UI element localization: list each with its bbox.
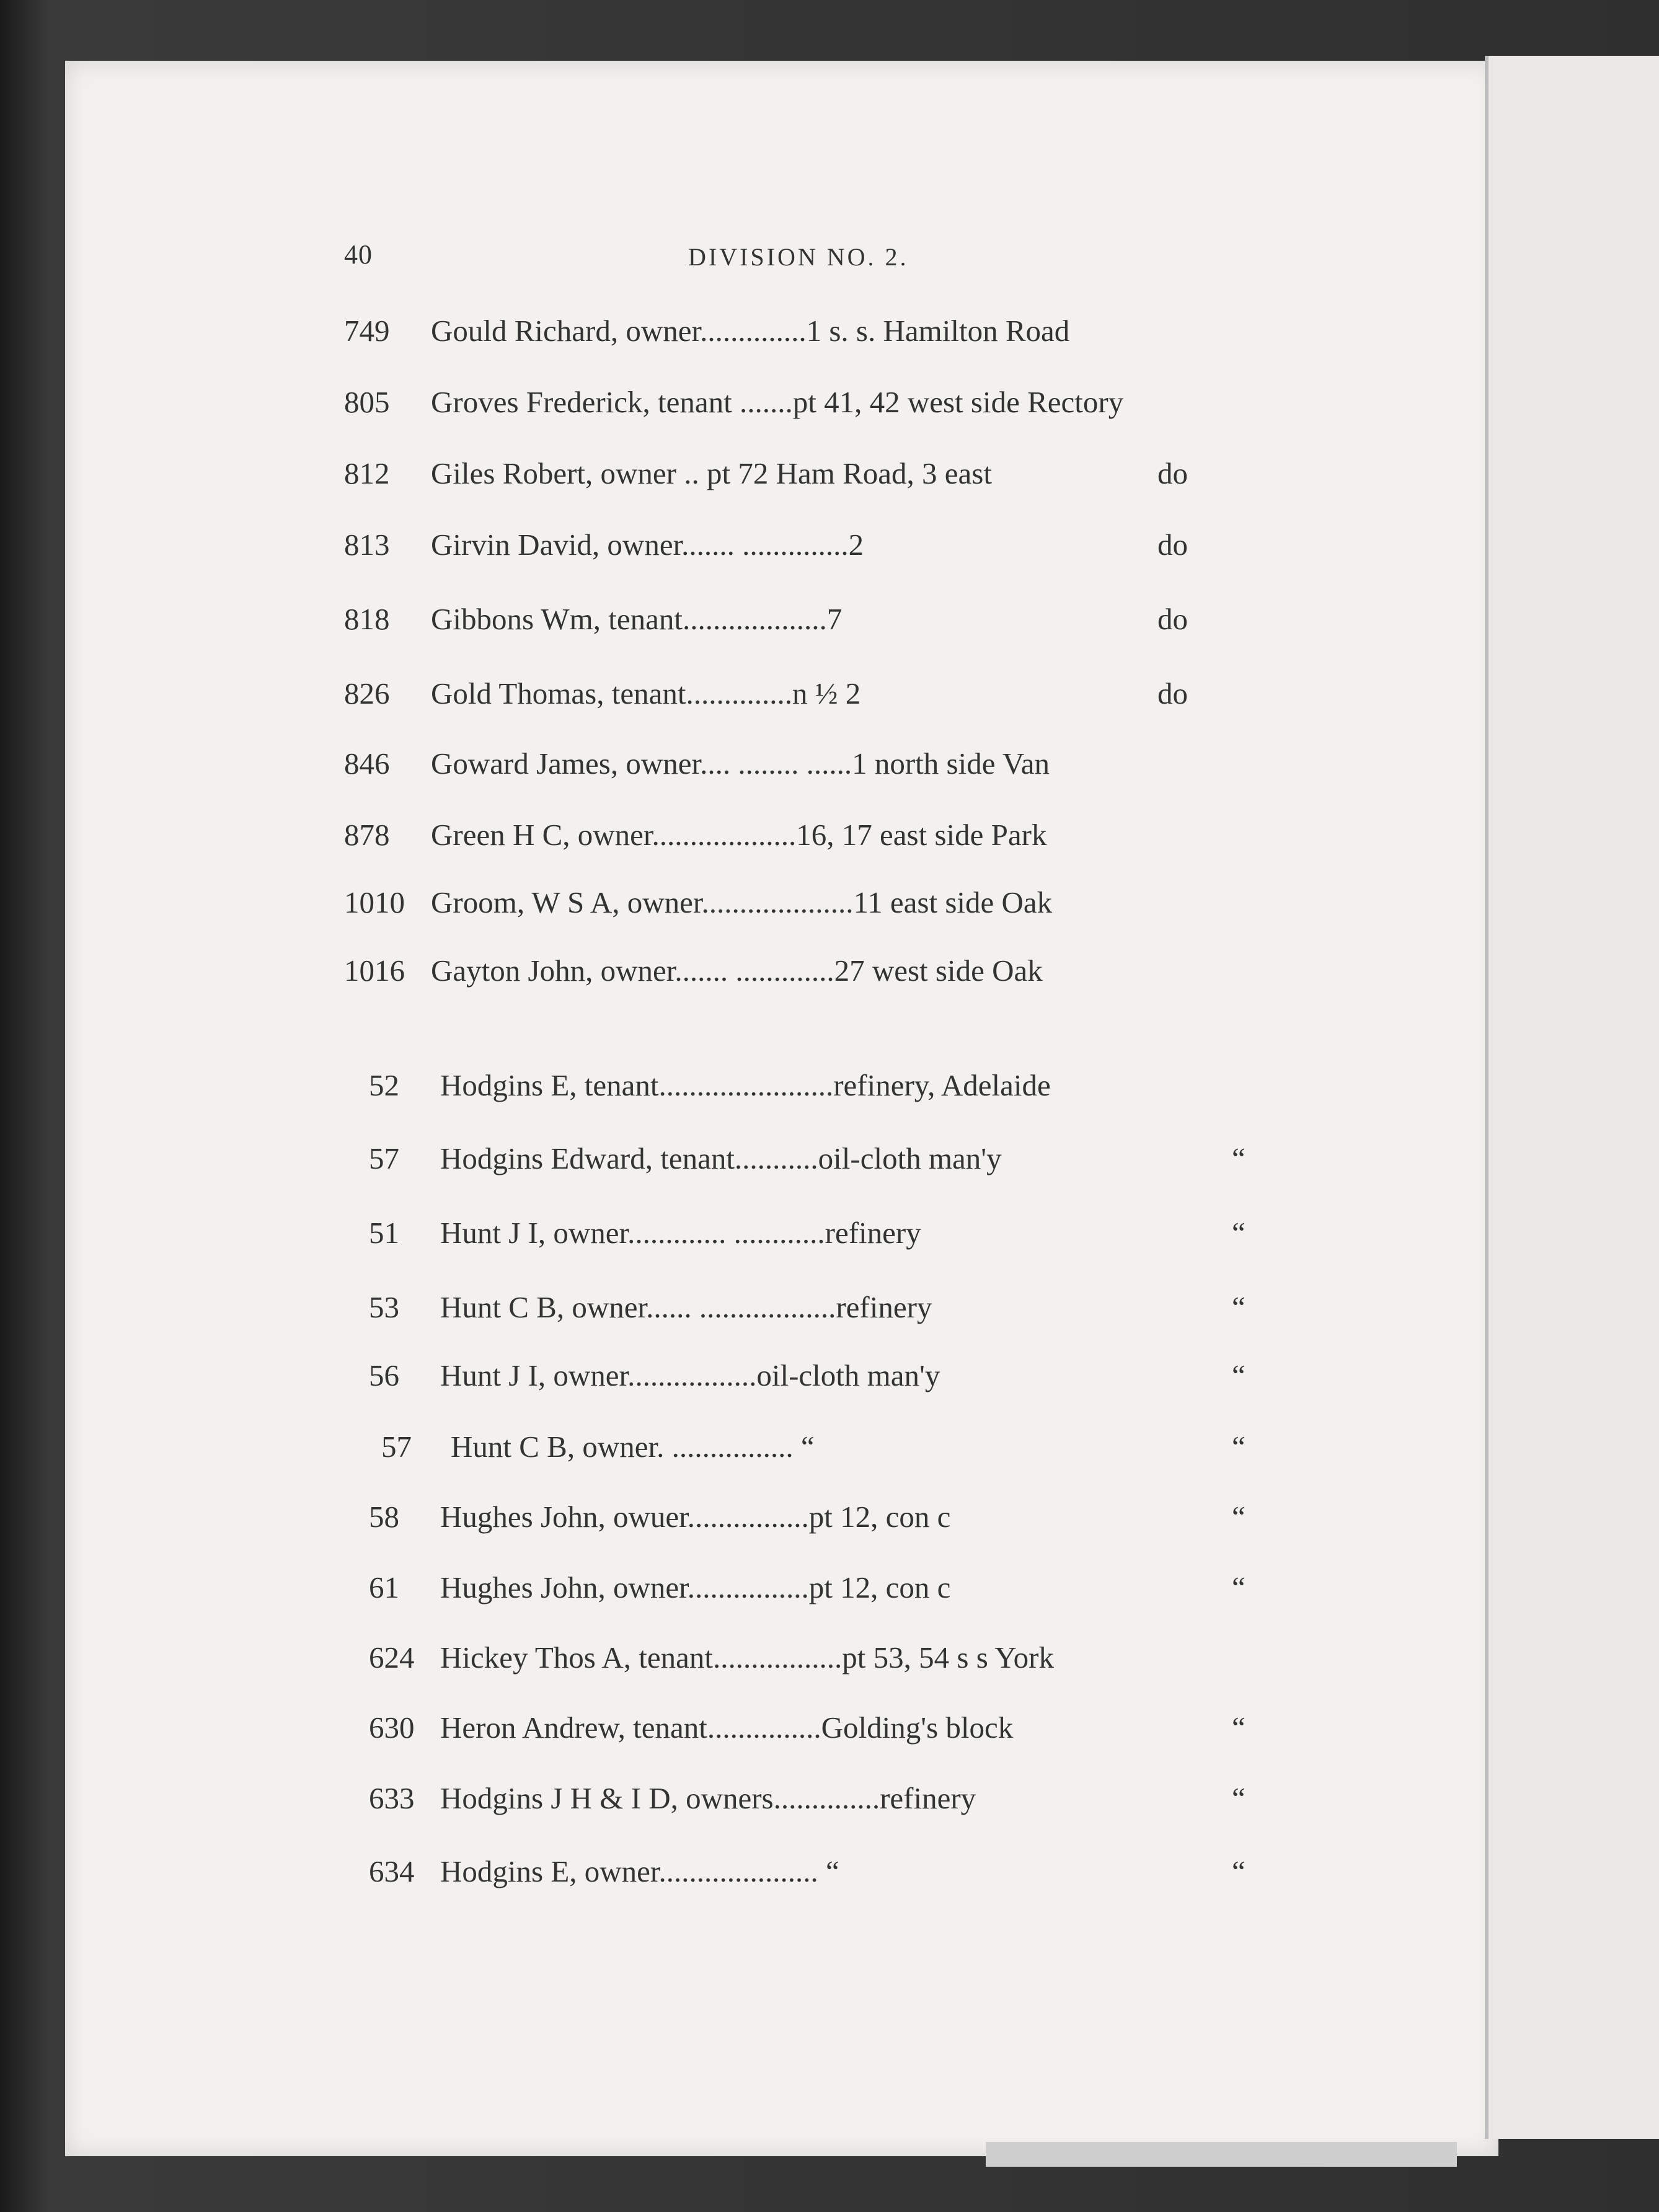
ditto-mark: “ — [1232, 1781, 1245, 1815]
list-item — [344, 1141, 1324, 1180]
lot-number: 813 — [344, 528, 390, 562]
ditto-mark: “ — [1232, 1290, 1245, 1324]
page-number: 40 — [344, 239, 373, 270]
ditto-mark: “ — [1232, 1216, 1245, 1250]
lot-number: 57 — [381, 1430, 412, 1464]
list-item — [344, 817, 1324, 857]
list-item — [344, 885, 1324, 924]
list-item — [344, 384, 1324, 424]
entry-text: Hodgins E, owner..................... “ — [440, 1854, 839, 1888]
lot-number: 634 — [369, 1854, 415, 1888]
ditto-mark: “ — [1232, 1570, 1245, 1604]
list-item — [344, 1570, 1324, 1609]
list-item — [344, 1854, 1324, 1893]
list-item — [344, 1499, 1324, 1539]
entry-text: Hughes John, owner................pt 12, con c — [440, 1570, 951, 1604]
entry-text: Hughes John, owuer................pt 12, con c — [440, 1500, 951, 1534]
lot-number: 624 — [369, 1640, 415, 1674]
list-item — [344, 1429, 1324, 1469]
entry-text: Gibbons Wm, tenant...................7 — [431, 602, 843, 636]
entry-text: Hunt C B, owner. ................ “ — [451, 1430, 815, 1464]
ditto-mark: “ — [1232, 1710, 1245, 1745]
ditto-mark: “ — [1232, 1500, 1245, 1534]
lot-number: 61 — [369, 1570, 399, 1604]
lot-number: 1016 — [344, 953, 405, 988]
lot-number: 812 — [344, 456, 390, 490]
list-item — [344, 953, 1324, 993]
list-item — [344, 1068, 1324, 1107]
entry-text: Giles Robert, owner .. pt 72 Ham Road, 3 east — [431, 456, 992, 490]
ditto-mark: do — [1157, 456, 1188, 490]
lot-number: 57 — [369, 1141, 399, 1175]
lot-number: 805 — [344, 385, 390, 419]
lot-number: 51 — [369, 1216, 399, 1250]
entry-text: Hodgins E, tenant.......................refinery, Adelaide — [440, 1068, 1051, 1102]
entry-text: Gould Richard, owner..............1 s. s. Hamilton Road — [431, 314, 1070, 348]
ditto-mark: do — [1157, 676, 1188, 710]
list-item — [344, 527, 1324, 567]
ditto-mark: “ — [1232, 1854, 1245, 1888]
list-item — [344, 1290, 1324, 1329]
list-item — [344, 1358, 1324, 1397]
running-title: DIVISION NO. 2. — [688, 243, 909, 271]
lot-number: 749 — [344, 314, 390, 348]
ditto-mark: do — [1157, 528, 1188, 562]
entry-text: Groves Frederick, tenant .......pt 41, 42 west side Rectory — [431, 385, 1124, 419]
list-item — [344, 1215, 1324, 1255]
lot-number: 633 — [369, 1781, 415, 1815]
entry-text: Green H C, owner...................16, 17 east side Park — [431, 818, 1047, 852]
list-item — [344, 676, 1324, 715]
ditto-mark: “ — [1232, 1358, 1245, 1392]
lot-number: 56 — [369, 1358, 399, 1392]
ditto-mark: do — [1157, 602, 1188, 636]
lot-number: 52 — [369, 1068, 399, 1102]
ditto-mark: “ — [1232, 1141, 1245, 1175]
entry-text: Hodgins Edward, tenant...........oil-cloth man'y — [440, 1141, 1002, 1175]
list-item — [344, 1710, 1324, 1750]
entry-text: Gayton John, owner....... .............27 west side Oak — [431, 953, 1043, 988]
entry-text: Girvin David, owner....... ..............2 — [431, 528, 864, 562]
entry-text: Hunt C B, owner...... ..................refinery — [440, 1290, 932, 1324]
ditto-mark: “ — [1232, 1430, 1245, 1464]
list-item — [344, 1781, 1324, 1820]
lot-number: 818 — [344, 602, 390, 636]
lot-number: 846 — [344, 746, 390, 781]
entry-text: Heron Andrew, tenant...............Golding's block — [440, 1710, 1014, 1745]
entry-text: Gold Thomas, tenant..............n ½ 2 — [431, 676, 861, 710]
list-item — [344, 456, 1324, 495]
lot-number: 58 — [369, 1500, 399, 1534]
lot-number: 53 — [369, 1290, 399, 1324]
entry-text: Hickey Thos A, tenant.................pt 53, 54 s s York — [440, 1640, 1055, 1674]
entry-text: Hunt J I, owner.................oil-cloth man'y — [440, 1358, 940, 1392]
lot-number: 1010 — [344, 885, 405, 919]
entry-text: Hunt J I, owner............. ............refinery — [440, 1216, 921, 1250]
list-item — [344, 313, 1324, 353]
list-item — [344, 746, 1324, 785]
lot-number: 878 — [344, 818, 390, 852]
list-item — [344, 1640, 1324, 1679]
lot-number: 630 — [369, 1710, 415, 1745]
entry-text: Goward James, owner.... ........ ......1 north side Van — [431, 746, 1050, 781]
entry-text: Groom, W S A, owner....................11 east side Oak — [431, 885, 1053, 919]
lot-number: 826 — [344, 676, 390, 710]
entry-text: Hodgins J H & I D, owners..............refinery — [440, 1781, 976, 1815]
list-item — [344, 601, 1324, 641]
